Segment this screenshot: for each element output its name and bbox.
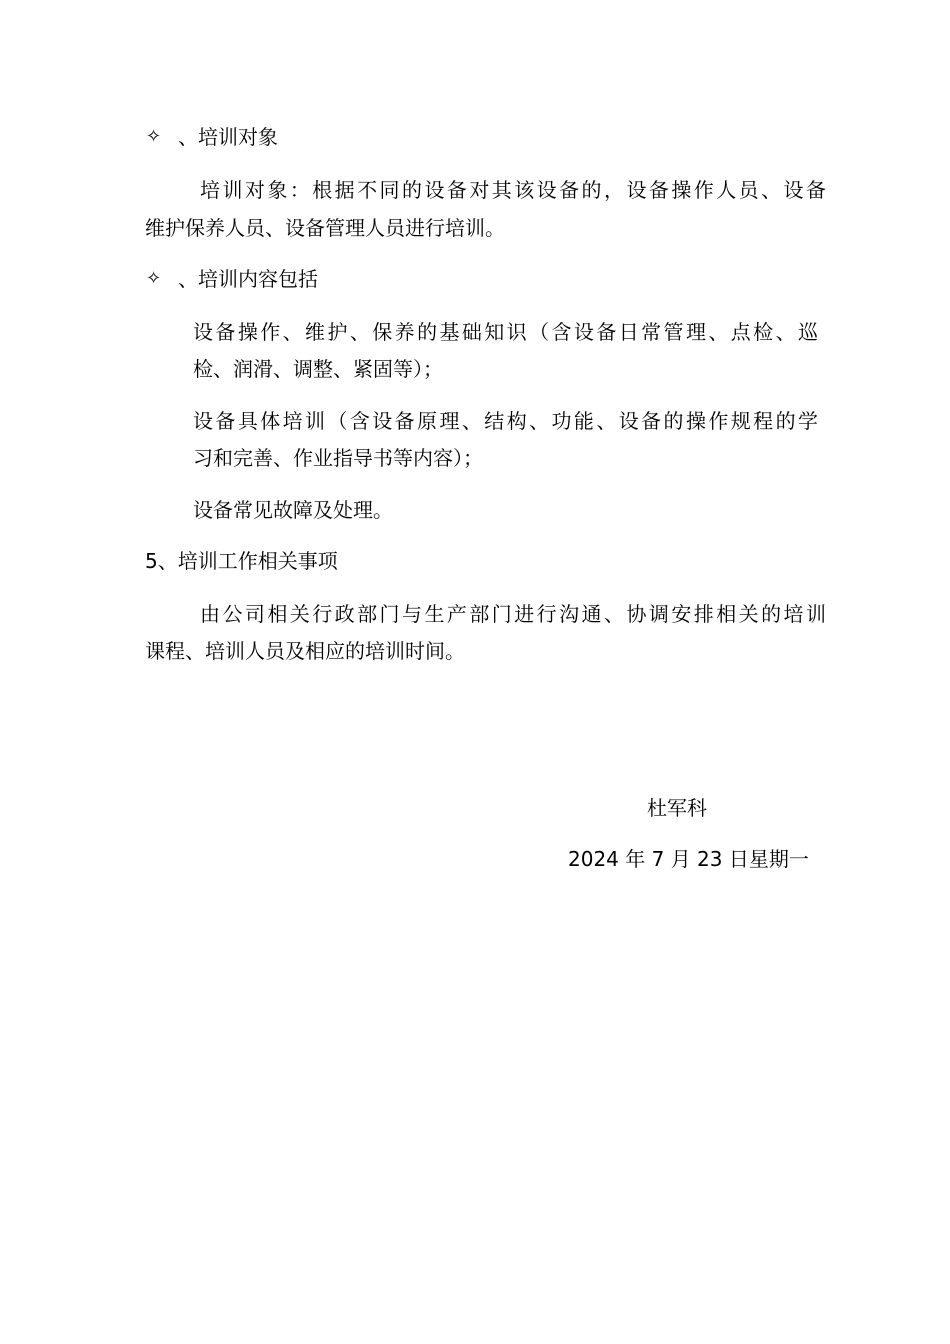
- paragraph-line: 培训对象：根据不同的设备对其该设备的，设备操作人员、设备: [200, 178, 826, 202]
- list-item-line: 设备具体培训（含设备原理、结构、功能、设备的操作规程的学: [193, 409, 818, 433]
- list-item-line: 习和完善、作业指导书等内容）；: [193, 446, 483, 470]
- bullet-star-icon: ✧: [146, 268, 162, 289]
- section-heading-training-matters: 5、培训工作相关事项: [145, 549, 338, 573]
- list-item-line: 设备常见故障及处理。: [193, 498, 393, 522]
- section-heading-training-content: 、培训内容包括: [178, 267, 318, 291]
- signature-date: 2024 年 7 月 23 日星期一: [568, 847, 809, 871]
- signature-name: 杜军科: [647, 796, 707, 820]
- paragraph-line: 维护保养人员、设备管理人员进行培训。: [145, 216, 505, 240]
- bullet-star-icon: ✧: [146, 126, 162, 147]
- section-heading-training-target: 、培训对象: [178, 125, 278, 149]
- paragraph-line: 由公司相关行政部门与生产部门进行沟通、协调安排相关的培训: [200, 602, 826, 626]
- list-item-line: 设备操作、维护、保养的基础知识（含设备日常管理、点检、巡: [193, 320, 818, 344]
- paragraph-line: 课程、培训人员及相应的培训时间。: [145, 639, 465, 663]
- list-item-line: 检、润滑、调整、紧固等）；: [193, 357, 443, 381]
